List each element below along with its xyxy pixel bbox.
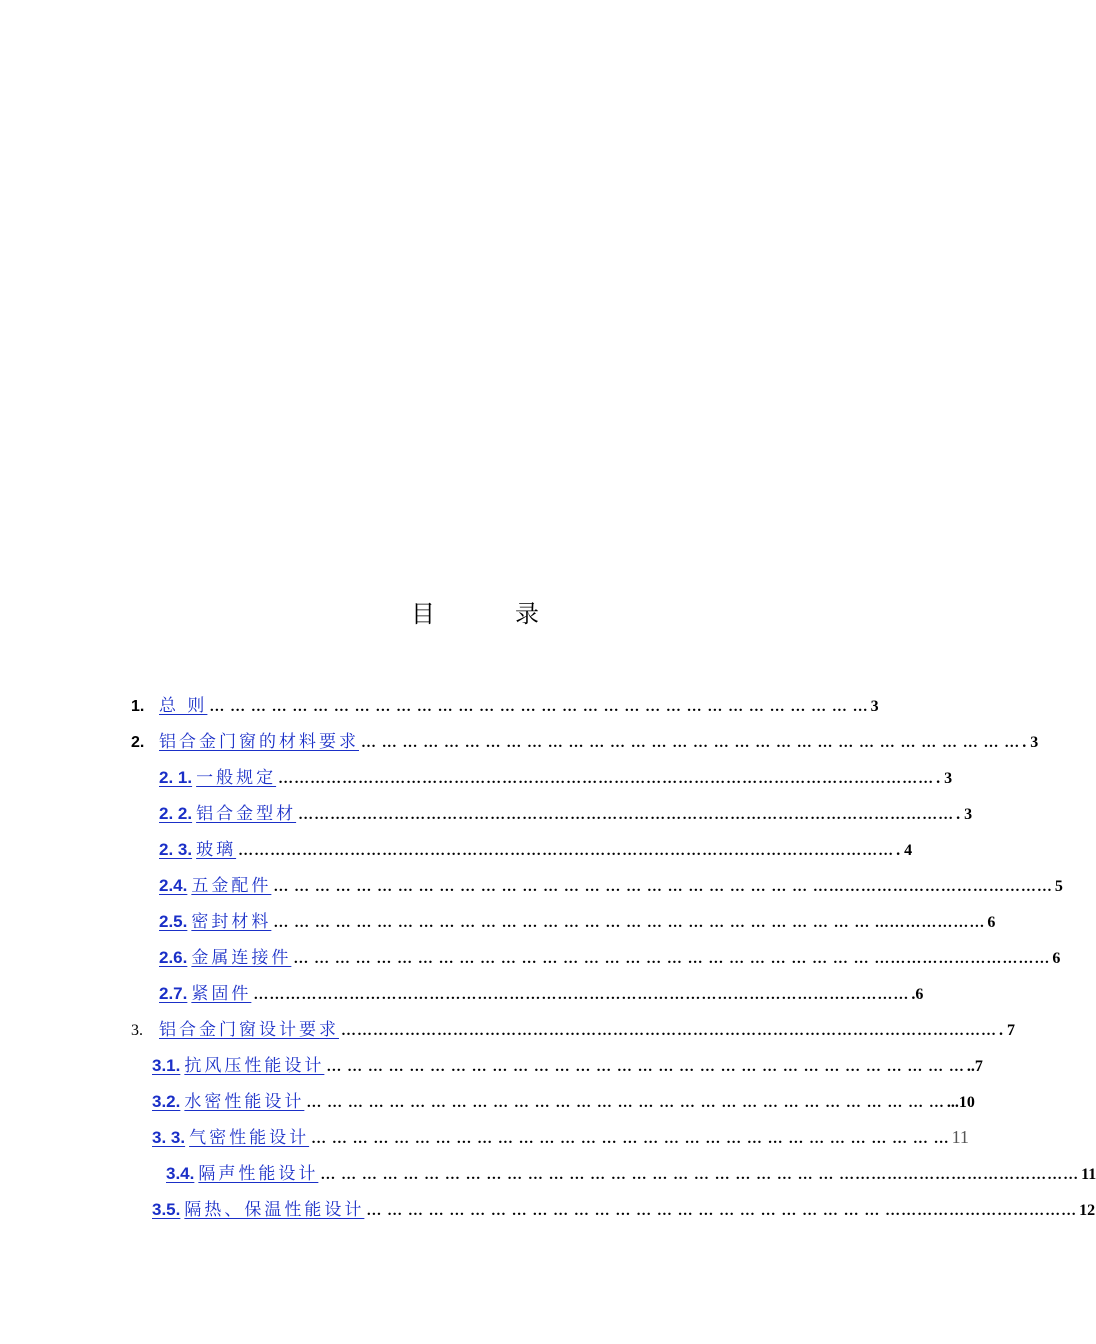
toc-page-number: 12 <box>1079 1202 1096 1219</box>
toc-page-number: . 7 <box>999 1022 1015 1039</box>
toc-link-hardware[interactable]: 2.4. 五金配件 <box>159 876 272 896</box>
toc-leader-dots: … … … … … … … … … … … … … … … … … … … … … … … … … ……………………………… <box>366 1203 1078 1219</box>
toc-page-number: 6 <box>1052 950 1061 967</box>
toc-link-general-rules[interactable]: 2. 1. 一般规定 <box>159 768 277 788</box>
toc-link-general[interactable]: 总 则 <box>159 696 208 716</box>
toc-page-number: . 4 <box>896 842 913 859</box>
toc-page-number: 6 <box>987 914 996 931</box>
toc-entry-2-5 <box>159 902 996 932</box>
toc-leader-dots: … … … … … … … … … … … … … … … … … … … … … … … … … … … … … … … <box>326 1059 965 1075</box>
toc-entry-3 <box>131 1010 1015 1040</box>
toc-leader-dots: …………………………………………………………………………………………………………… <box>278 771 935 787</box>
toc-entry-1 <box>131 686 879 716</box>
toc-entry-3-1 <box>152 1046 983 1076</box>
toc-leader-dots: …………………………………………………………………………………………………………… <box>298 807 955 823</box>
toc-entry-3-4 <box>166 1154 1096 1184</box>
toc-page-number: . 3 <box>956 806 973 823</box>
toc-leader-dots: … … … … … … … … … … … … … … … … … … … … … … … … … … … … … ...……………… <box>273 915 986 931</box>
toc-leader-dots: …………………………………………………………………………………………………………… <box>253 987 910 1003</box>
toc-link-fasteners[interactable]: 2.7. 紧固件 <box>159 984 252 1004</box>
toc-leader-dots: … … … … … … … … … … … … … … … … … … … … … … … … … … … … … … … <box>306 1095 945 1111</box>
toc-entry-2-1 <box>159 758 953 788</box>
toc-leader-dots: … … … … … … … … … … … … … … … … … … … … … … … … … ……………………………………… <box>320 1167 1080 1183</box>
toc-number: 2. <box>131 734 145 751</box>
toc-page-number: . 3 <box>1022 734 1039 751</box>
toc-entry-2-7 <box>159 974 924 1004</box>
toc-link-water-tightness[interactable]: 3.2. 水密性能设计 <box>152 1092 305 1112</box>
toc-page-number: ..7 <box>966 1058 983 1075</box>
toc-link-metal-connectors[interactable]: 2.6. 金属连接件 <box>159 948 292 968</box>
toc-page-number: ...10 <box>946 1094 975 1111</box>
toc-link-thermal-insulation[interactable]: 3.5. 隔热、保温性能设计 <box>152 1200 365 1220</box>
toc-leader-dots: … … … … … … … … … … … … … … … … … … … … … … … … … … … … … … … <box>311 1131 950 1147</box>
toc-link-sealing[interactable]: 2.5. 密封材料 <box>159 912 272 932</box>
toc-entry-2-4 <box>159 866 1063 896</box>
toc-page-number: .6 <box>911 986 924 1003</box>
toc-page-number: . 3 <box>936 770 953 787</box>
toc-leader-dots: … … … … … … … … … … … … … … … … … … … … … … … … … … … … … … … … <box>361 735 1021 751</box>
toc-link-sound-insulation[interactable]: 3.4. 隔声性能设计 <box>166 1164 319 1184</box>
toc-leader-dots: … … … … … … … … … … … … … … … … … … … … … … … … … … … … … … … … <box>209 699 869 715</box>
toc-link-glass[interactable]: 2. 3. 玻璃 <box>159 840 237 860</box>
toc-entry-3-3 <box>152 1118 969 1148</box>
toc-entry-2 <box>131 722 1039 752</box>
toc-title-right: 录 <box>515 600 539 628</box>
toc-leader-dots: … … … … … … … … … … … … … … … … … … … … … … … … … … ……………………………………… <box>273 879 1053 895</box>
toc-entry-3-2 <box>152 1082 975 1112</box>
toc-page-number: 11 <box>1081 1166 1096 1183</box>
toc-page-number: 3 <box>870 698 879 715</box>
toc-entry-2-6 <box>159 938 1061 968</box>
toc-entry-2-2 <box>159 794 973 824</box>
toc-number: 3. <box>131 1022 143 1039</box>
toc-title <box>0 598 950 630</box>
toc-number: 1. <box>131 698 145 715</box>
toc-link-air-tightness[interactable]: 3. 3. 气密性能设计 <box>152 1128 310 1148</box>
toc-link-material-requirements[interactable]: 铝合金门窗的材料要求 <box>159 732 359 752</box>
toc-page-number: 11 <box>951 1127 969 1147</box>
toc-link-wind-pressure[interactable]: 3.1. 抗风压性能设计 <box>152 1056 325 1076</box>
toc-entry-3-5 <box>152 1190 1096 1220</box>
toc-link-profiles[interactable]: 2. 2. 铝合金型材 <box>159 804 297 824</box>
toc-leader-dots: …………………………………………………………………………………………………………… <box>238 843 895 859</box>
toc-entry-2-3 <box>159 830 913 860</box>
toc-page-number: 5 <box>1054 878 1063 895</box>
toc-title-left: 目 <box>411 600 435 628</box>
toc-link-design-requirements[interactable]: 铝合金门窗设计要求 <box>159 1020 339 1040</box>
toc-leader-dots: … … … … … … … … … … … … … … … … … … … … … … … … … … … … …………………………… <box>293 951 1051 967</box>
toc-leader-dots: …………………………………………………………………………………………………………… <box>341 1023 997 1039</box>
